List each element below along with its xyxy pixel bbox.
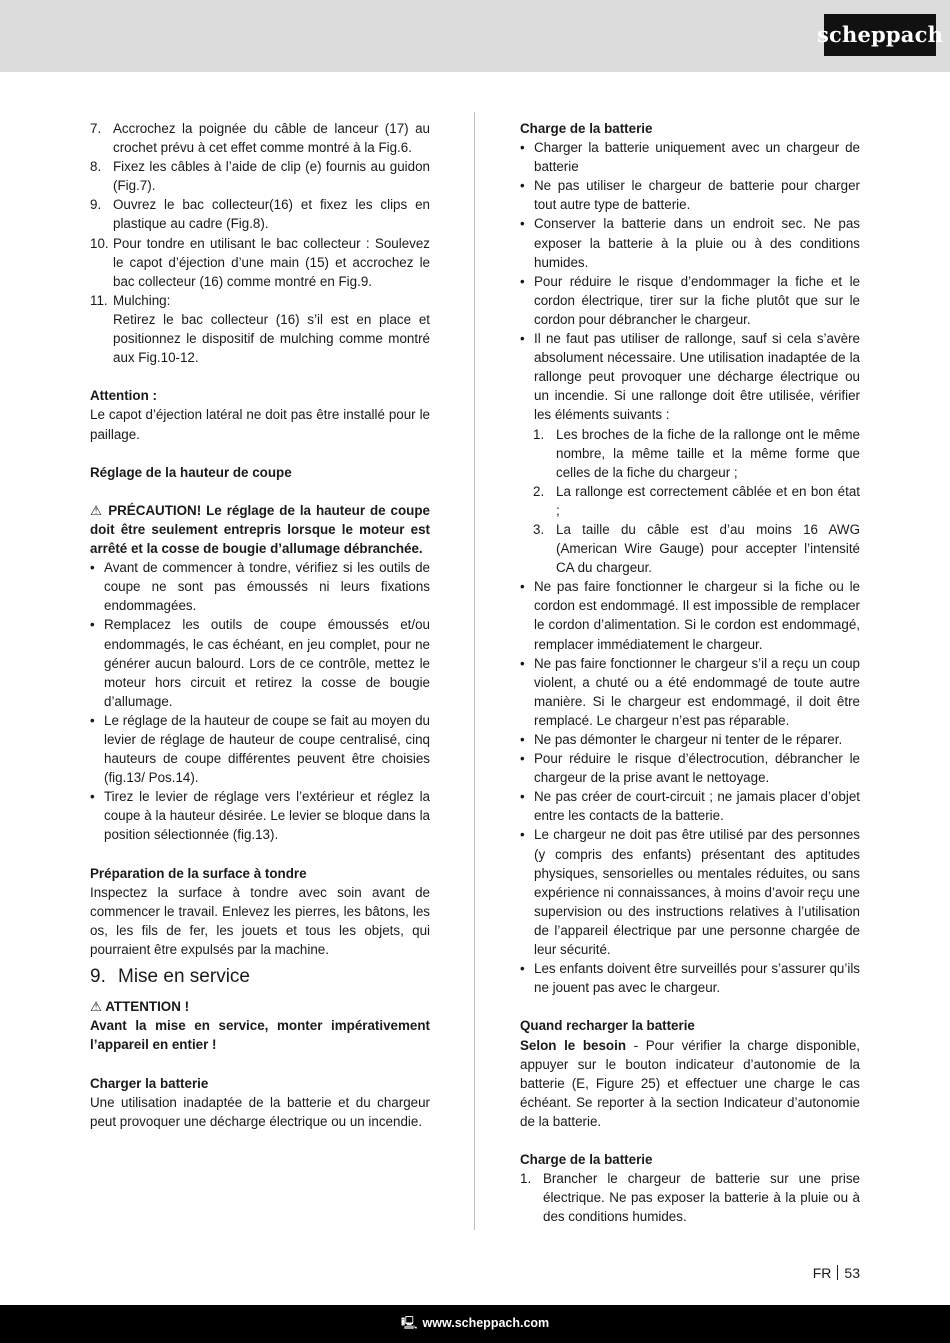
step-11-detail: Retirez le bac collecteur (16) s’il est en place et positionnez le dispositif de mulching comme montré aux Fig.10-12.: [113, 311, 430, 366]
surface-text: Inspectez la surface à tondre avec soin avant de commencer le travail. Enlevez les pierres, les bâtons, les os, les fils de fer, les jouets et tous les objets, qui pourraient être expulsés par la machine.: [90, 884, 430, 958]
scheppach-logo: scheppach: [824, 14, 936, 56]
attention-title: Attention :: [90, 388, 157, 404]
list-item: • Ne pas démonter le chargeur ni tenter de le réparer.: [520, 732, 843, 747]
caution-paragraph: ⚠ PRÉCAUTION! Le réglage de la hauteur de coupe doit être seulement entrepris lorsque le moteur est arrêté et la cosse de bougie d’allumage débranchée.: [90, 502, 430, 557]
height-section-title: Réglage de la hauteur de coupe: [90, 464, 292, 480]
list-item: • Le réglage de la hauteur de coupe se fait au moyen du levier de réglage de hauteur de coupe centralisé, cinq hauteurs de coupe différentes peuvent être choisies (fig.13/ Pos.14).: [90, 712, 430, 786]
charge-title: Charge de la batterie: [520, 121, 653, 136]
charge-text: Une utilisation inadaptée de la batterie et du chargeur peut provoquer une décharge électrique ou un incendie.: [90, 1094, 430, 1129]
step-8: 8. Fixez les câbles à l’aide de clip (e) fournis au guidon (Fig.7).: [90, 159, 430, 194]
warning-label: ⚠ ATTENTION !: [90, 999, 190, 1015]
footer-bar: [0, 1305, 950, 1343]
list-item: • Ne pas faire fonctionner le chargeur s’il a reçu un coup violent, a chuté ou a été endommagé de toute autre manière. Si le chargeur est endommagé, il doit être remplacé. Le chargeur n’est pas réparable.: [520, 655, 860, 728]
warning-triangle-icon: ⚠: [90, 999, 103, 1015]
list-item: • Charger la batterie uniquement avec un chargeur de batterie: [520, 140, 860, 175]
list-item: • Pour réduire le risque d’électrocution, débrancher le chargeur de la prise avant le nettoyage.: [520, 751, 860, 786]
list-item: • Il ne faut pas utiliser de rallonge, sauf si cela s’avère absolument nécessaire. Une utilisation inadaptée de la rallonge peut provoquer une décharge électrique ou un incendie. Si une rallonge doit être utilisée, vérifier les éléments suivants :: [520, 331, 860, 423]
when-recharge-title: Quand recharger la batterie: [520, 1018, 695, 1034]
warning-triangle-icon: ⚠: [90, 502, 104, 518]
website-link[interactable]: www.scheppach.com: [422, 1316, 550, 1331]
right-column: [520, 119, 860, 1226]
charge2-step-1: 1. Brancher le chargeur de batterie sur une prise électrique. Ne pas exposer la batterie à la pluie ou à des conditions humides.: [520, 1171, 860, 1225]
when-recharge-text: Selon le besoin - Pour vérifier la charge disponible, appuyer sur le bouton indicateur d’autonomie de la batterie (E, Figure 25) et effectuer une charge le cas échéant. Se reporter à la section Indicateur d’autonomie de la batterie.: [520, 1037, 860, 1129]
charge2-title: Charge de la batterie: [520, 1152, 653, 1168]
step-10: 10. Pour tondre en utilisant le bac collecteur : Soulevez le capot d’éjection d’une main (15) et accrochez le bac collecteur (16) comme montré en Fig.9.: [90, 235, 430, 289]
sub-list-item: 1. Les broches de la fiche de la rallonge ont le même nombre, la même taille et la même forme que celles de la fiche du chargeur ;: [533, 426, 860, 480]
list-item: • Ne pas utiliser le chargeur de batterie pour charger tout autre type de batterie.: [520, 178, 860, 213]
list-item: • Avant de commencer à tondre, vérifiez si les outils de coupe ne sont pas émoussés ni leurs fixations endommagées.: [90, 560, 430, 614]
surface-section-title: Préparation de la surface à tondre: [90, 865, 307, 881]
sub-list-item: 2. La rallonge est correctement câblée et en bon état ;: [533, 483, 860, 518]
charge-section-title: Charger la batterie: [90, 1075, 209, 1091]
sub-list-item: 3. La taille du câble est d’au moins 16 AWG (American Wire Gauge) pour accepter l’intensité CA du chargeur.: [533, 521, 860, 576]
list-item: • Les enfants doivent être surveillés pour s’assurer qu’ils ne jouent pas avec le chargeur.: [520, 961, 860, 996]
list-item: • Ne pas faire fonctionner le chargeur si la fiche ou le cordon est endommagé. Il est impossible de remplacer le cordon d’alimentation. Si le cordon est endommagé, remplacer immédiatement le chargeur.: [520, 579, 860, 652]
list-item: • Pour réduire le risque d’endommager la fiche et le cordon électrique, tirer sur la fiche plutôt que sur le cordon pour débrancher le chargeur.: [520, 273, 860, 327]
list-item: • Conserver la batterie dans un endroit sec. Ne pas exposer la batterie à la pluie ou à des conditions humides.: [520, 216, 860, 270]
header-bar: [0, 0, 950, 72]
list-item: • Le chargeur ne doit pas être utilisé par des personnes (y compris des enfants) présentant des aptitudes physiques, sensorielles ou mentales réduites, ou sans expérience ni connaissances, à moins d’avoir reçu une supervision ou des instructions relatives à l’utilisation de l’appareil électrique par une personne chargée de leur sécurité.: [520, 827, 860, 958]
section-heading: 9. Mise en service: [90, 966, 250, 988]
warning-text: Avant la mise en service, monter impérativement l’appareil en entier !: [90, 1018, 430, 1053]
page-number: FR 53: [812, 1265, 860, 1281]
step-7: 7. Accrochez la poignée du câble de lanceur (17) au crochet prévu à cet effet comme montré à la Fig.6.: [90, 121, 430, 156]
column-divider: [474, 112, 475, 1230]
monitor-icon: 🖳: [400, 1316, 418, 1331]
attention-text: Le capot d’éjection latéral ne doit pas être installé pour le paillage.: [90, 407, 430, 442]
list-item: • Remplacez les outils de coupe émoussés et/ou endommagés, le cas échéant, en jeu complet, pour ne générer aucun balourd. Lors de ce contrôle, mettez le moteur hors circuit et retirez la cosse de bougie d’allumage.: [90, 617, 430, 709]
left-column: [90, 119, 430, 1131]
list-item: • Tirez le levier de réglage vers l’extérieur et réglez la coupe à la hauteur désirée. Le levier se bloque dans la position sélectionnée (fig.13).: [90, 789, 430, 843]
step-9: 9. Ouvrez le bac collecteur(16) et fixez les clips en plastique au cadre (Fig.8).: [90, 197, 430, 232]
list-item: • Ne pas créer de court-circuit ; ne jamais placer d’objet entre les contacts de la batterie.: [520, 789, 860, 824]
step-11: 11. Mulching:: [90, 292, 171, 308]
